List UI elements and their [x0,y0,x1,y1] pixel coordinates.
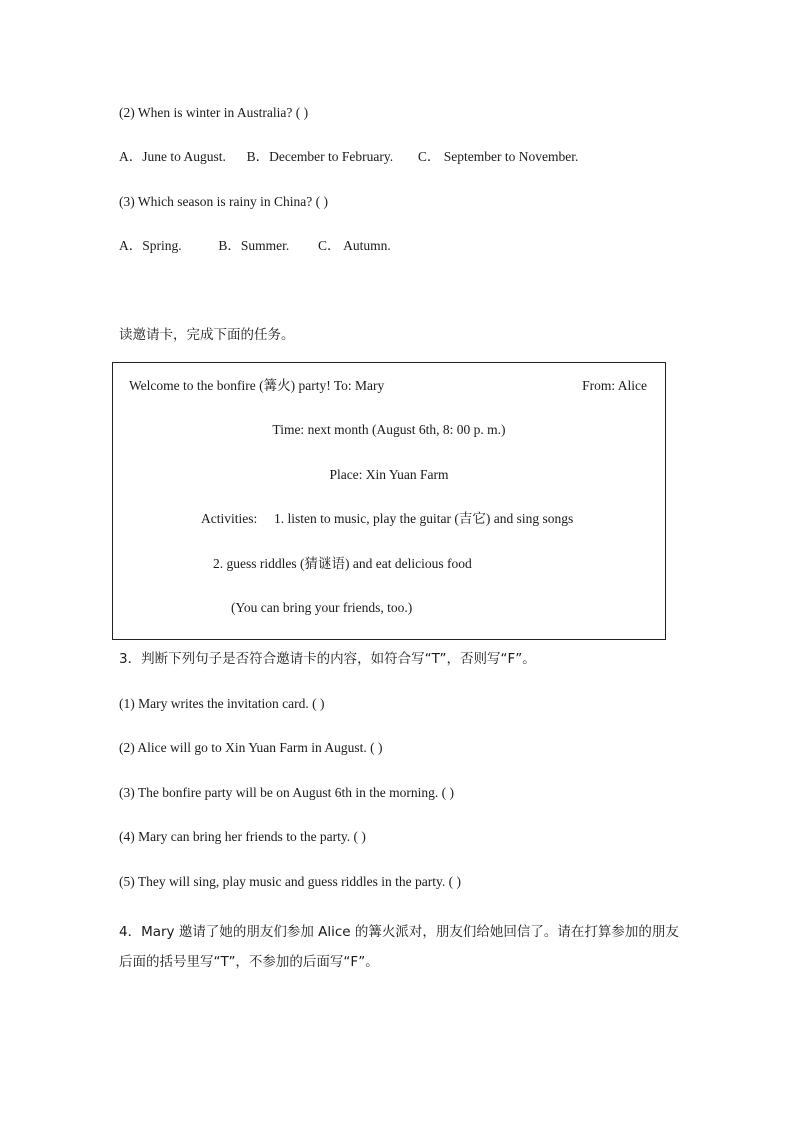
task-3-item: (5) They will sing, play music and guess riddles in the party. ( ) [119,874,461,889]
question-2-options [119,148,578,166]
task-4-instruction: 4．Mary 邀请了她的朋友们参加 Alice 的篝火派对，朋友们给她回信了。请在打算参加的朋友后面的括号里写“T”，不参加的后面写“F”。 [119,924,679,970]
card-time: Time: next month (August 6th, 8: 00 p. m.) [272,422,506,437]
card-from: From: Alice [582,378,647,393]
question-3-options [119,237,391,255]
activities-label: Activities: [201,511,258,526]
task-3-item: (1) Mary writes the invitation card. ( ) [119,696,325,711]
section-intro: 读邀请卡，完成下面的任务。 [119,327,295,343]
option-b: B．December to February. [246,149,394,164]
question-3: (3) Which season is rainy in China? ( ) [119,194,328,209]
option-c: C． Autumn. [318,238,391,253]
card-note: (You can bring your friends, too.) [231,600,413,615]
question-2: (2) When is winter in Australia? ( ) [119,105,309,120]
task-3-item: (3) The bonfire party will be on August 6th in the morning. ( ) [119,785,454,800]
card-activities [201,510,573,528]
task-3-item: (2) Alice will go to Xin Yuan Farm in August. ( ) [119,740,383,755]
card-welcome: Welcome to the bonfire (篝火) party! To: Mary [129,378,385,393]
task-3-item: (4) Mary can bring her friends to the party. ( ) [119,829,366,844]
task-3-instruction: 3．判断下列句子是否符合邀请卡的内容，如符合写“T”，否则写“F”。 [119,651,536,667]
activity-2: 2. guess riddles (猜谜语) and eat delicious food [213,556,472,571]
activity-1: 1. listen to music, play the guitar (吉它) and sing songs [274,511,574,526]
option-a: A．Spring. [119,238,182,253]
card-place: Place: Xin Yuan Farm [329,467,449,482]
invitation-card [112,362,666,640]
option-c: C． September to November. [417,149,579,164]
option-b: B．Summer. [218,238,290,253]
option-a: A．June to August. [119,149,226,164]
